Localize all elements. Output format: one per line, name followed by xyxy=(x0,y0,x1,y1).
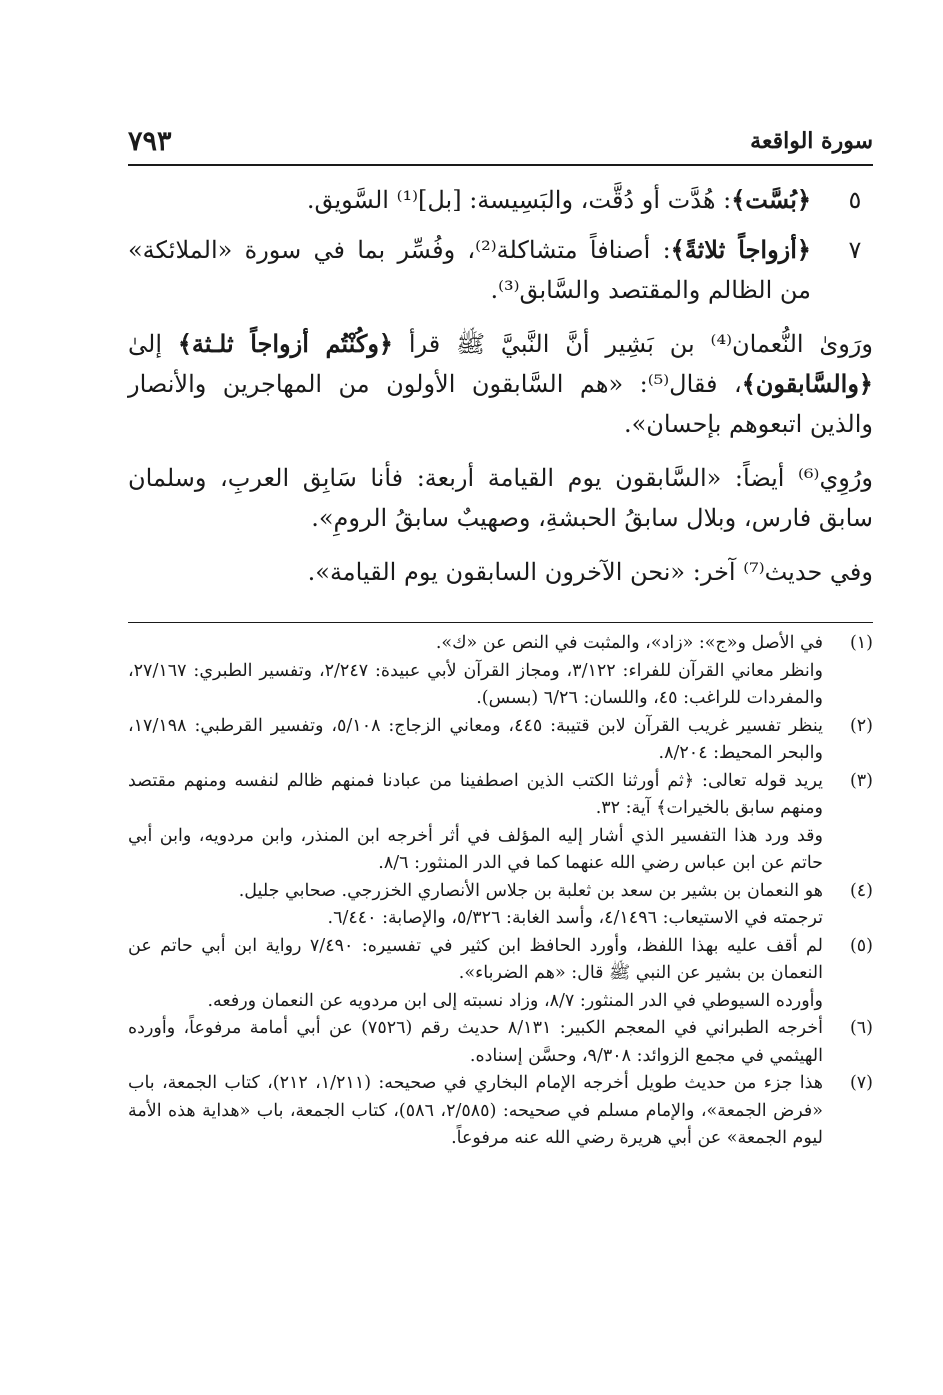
verse-entry-5 xyxy=(128,180,873,220)
footnote-line: لم أقف عليه بهذا اللفظ، وأورد الحافظ ابن كثير في تفسيره: ٧/٤٩٠ رواية ابن أبي حاتم عن النعمان بن بشير عن النبي ﷺ قال: «هم الضرباء». xyxy=(128,935,823,983)
footnote-line: أخرجه الطبراني في المعجم الكبير: ٨/١٣١ حديث رقم (٧٥٢٦) عن أبي أمامة مرفوعاً، وأورده الهيثمي في مجمع الزوائد: ٩/٣٠٨، وحسَّن إسناده. xyxy=(128,1018,823,1066)
footnote-separator xyxy=(128,622,873,623)
quran-quote: ﴿بُسَّت﴾ xyxy=(731,185,811,214)
footnote xyxy=(128,1070,873,1153)
quran-quote: ﴿والسَّابقون﴾ xyxy=(741,369,873,398)
footnote xyxy=(128,768,873,878)
footnote-line: في الأصل و«ج»: «زاد»، والمثبت في النص عن «ك». xyxy=(435,633,823,653)
paragraph-text: إلىٰ xyxy=(128,330,162,358)
quran-quote: ﴿وكُنْتُم أزواجاً ثلـثة﴾ xyxy=(177,329,393,358)
footnote xyxy=(128,933,873,1016)
verse-number: ٥ xyxy=(848,186,862,214)
footnote-number: (٢) xyxy=(849,715,873,736)
paragraph-hadith: وفي حديث⁽⁷⁾ آخر: «نحن الآخرون السابقون يوم القيامة». xyxy=(307,558,873,586)
footnote xyxy=(128,1015,873,1070)
paragraph-text: ، فقال⁽⁵⁾: «هم السَّابقون الأولون من المهاجرين والأنصار والذين اتبعوهم بإحسان». xyxy=(128,370,873,438)
paragraph-text: ورَوىٰ النُّعمان⁽⁴⁾ بن بَشِير أنَّ النَّبيَّ ﷺ قرأ xyxy=(408,330,873,358)
page-header xyxy=(128,126,873,162)
footnote-line: هذا جزء من حديث طويل أخرجه الإمام البخاري في صحيحه: (١/٢١١، ٢١٢)، كتاب الجمعة، باب «فرض الجمعة»، والإمام مسلم في صحيحه: (٢/٥٨٥، ٥٨٦)، كتاب الجمعة، باب «هداية هذه الأمة ليوم الجمعة» عن أبي هريرة رضي الله عنه مرفوعاً. xyxy=(128,1073,823,1148)
paragraph-sabiqun: ورُوِي⁽⁶⁾ أيضاً: «السَّابقون يوم القيامة أربعة: فأنا سَابِق العربِ، وسلمان سابق فارس، وبلال سابقُ الحبشةِ، وصهيبٌ سابقُ الرومِ». xyxy=(128,464,873,532)
main-text xyxy=(128,170,873,592)
footnotes xyxy=(128,630,873,1153)
commentary-text: : هُدَّت أو دُقَّت، والبَسِيسة: [بل]⁽¹⁾ السَّويق. xyxy=(306,186,732,214)
header-rule xyxy=(128,164,873,166)
footnote-line: وانظر معاني القرآن للفراء: ٣/١٢٢، ومجاز القرآن لأبي عبيدة: ٢/٢٤٧، وتفسير الطبري: ٢٧/١٦٧، والمفردات للراغب: ٤٥، واللسان: ٦/٢٦ (بسس). xyxy=(128,660,823,708)
verse-number: ٧ xyxy=(848,236,862,264)
surah-title: سورة الواقعة xyxy=(750,128,873,154)
footnote xyxy=(128,630,873,713)
footnote-number: (٤) xyxy=(849,880,873,901)
footnote-line: وقد ورد هذا التفسير الذي أشار إليه المؤلف في أثر أخرجه ابن المنذر، وابن مردويه، وابن أبي حاتم عن ابن عباس رضي الله عنهما كما في الدر المنثور: ٨/٦. xyxy=(128,825,823,873)
footnote-line: ينظر تفسير غريب القرآن لابن قتيبة: ٤٤٥، ومعاني الزجاج: ٥/١٠٨، وتفسير القرطبي: ١٧/١٩٨، والبحر المحيط: ٨/٢٠٤. xyxy=(128,715,823,763)
verse-entry-7 xyxy=(128,230,873,310)
commentary-text: : أصنافاً متشاكلة⁽²⁾، وفُسِّر بما في سورة «الملائكة» من الظالم والمقتصد والسَّابق⁽³⁾. xyxy=(128,236,811,304)
quran-quote: ﴿أزواجاً ثلاثةً﴾ xyxy=(670,235,811,264)
footnote xyxy=(128,713,873,768)
paragraph-numan xyxy=(128,324,873,444)
footnote-line: هو النعمان بن بشير بن سعد بن ثعلبة بن جلاس الأنصاري الخزرجي. صحابي جليل. xyxy=(238,880,823,901)
footnote-number: (٣) xyxy=(849,770,873,791)
footnote-number: (٥) xyxy=(849,935,873,956)
footnote-line: يريد قوله تعالى: ﴿ثم أورثنا الكتب الذين اصطفينا من عبادنا فمنهم ظالم لنفسه ومنهم مقتصد ومنهم سابق بالخيرات﴾ آية: ٣٢. xyxy=(128,770,823,818)
footnote-number: (٦) xyxy=(849,1018,873,1038)
footnote-number: (١) xyxy=(849,633,873,653)
footnote-line: ترجمته في الاستيعاب: ٤/١٤٩٦، وأسد الغابة: ٥/٣٢٦، والإصابة: ٦/٤٤٠. xyxy=(327,908,823,928)
footnote-line: وأورده السيوطي في الدر المنثور: ٨/٧، وزاد نسبته إلى ابن مردويه عن النعمان ورفعه. xyxy=(207,990,823,1011)
footnote-number: (٧) xyxy=(849,1073,873,1093)
footnote xyxy=(128,878,873,933)
page-number: ٧٩٣ xyxy=(128,126,172,157)
